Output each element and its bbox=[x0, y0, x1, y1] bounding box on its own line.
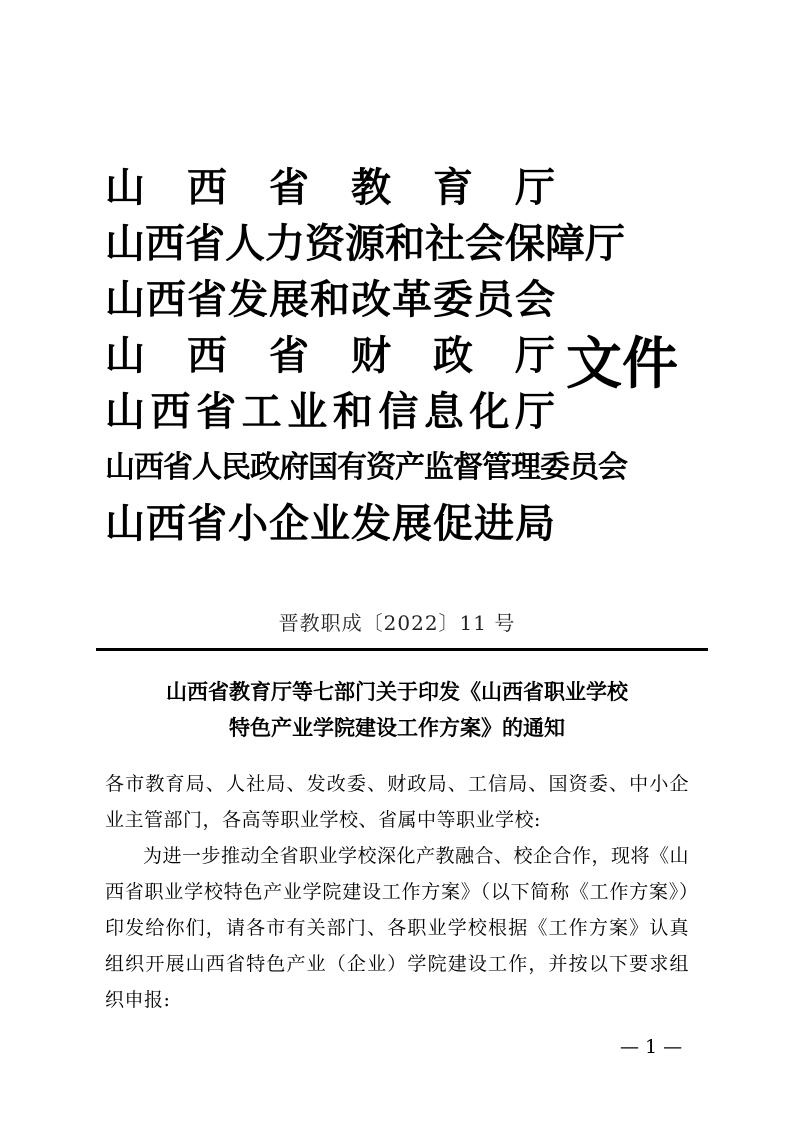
body-paragraph-1: 为进一步推动全省职业学校深化产教融合、校企合作，现将《山西省职业学校特色产业学院建设工作方案》（以下简称《工作方案》）印发给你们，请各市有关部门、各职业学校根据《工作方案》认真组织开展山西省特色产业（企业）学院建设工作，并按以下要求组织申报: bbox=[105, 845, 690, 1011]
notice-title bbox=[100, 674, 694, 746]
issuer-state-assets-commission: 山西省人民政府国有资产监督管理委员会 bbox=[105, 450, 627, 485]
header-divider bbox=[96, 648, 708, 651]
notice-title-line-2: 特色产业学院建设工作方案》的通知 bbox=[229, 715, 565, 740]
issuer-small-enterprise-bureau: 山西省小企业发展促进局 bbox=[105, 500, 555, 547]
document-suffix: 文件 bbox=[566, 331, 678, 397]
issuer-human-resources-department: 山西省人力资源和社会保障厅 bbox=[105, 220, 625, 267]
salutation: 各市教育局、人社局、发改委、财政局、工信局、国资委、中小企业主管部门，各高等职业学校、省属中等职业学校: bbox=[105, 773, 689, 831]
document-number: 晋教职成〔2022〕11 号 bbox=[278, 611, 516, 635]
notice-body bbox=[105, 766, 689, 1018]
page-number: — 1 — bbox=[620, 1036, 683, 1058]
issuer-education-department: 山西省教育厅 bbox=[105, 164, 555, 211]
issuer-development-reform-commission: 山西省发展和改革委员会 bbox=[105, 276, 555, 323]
notice-title-line-1: 山西省教育厅等七部门关于印发《山西省职业学校 bbox=[166, 679, 628, 704]
issuer-industry-it-department: 山西省工业和信息化厅 bbox=[105, 388, 555, 435]
issuer-finance-department: 山西省财政厅 bbox=[105, 332, 555, 379]
